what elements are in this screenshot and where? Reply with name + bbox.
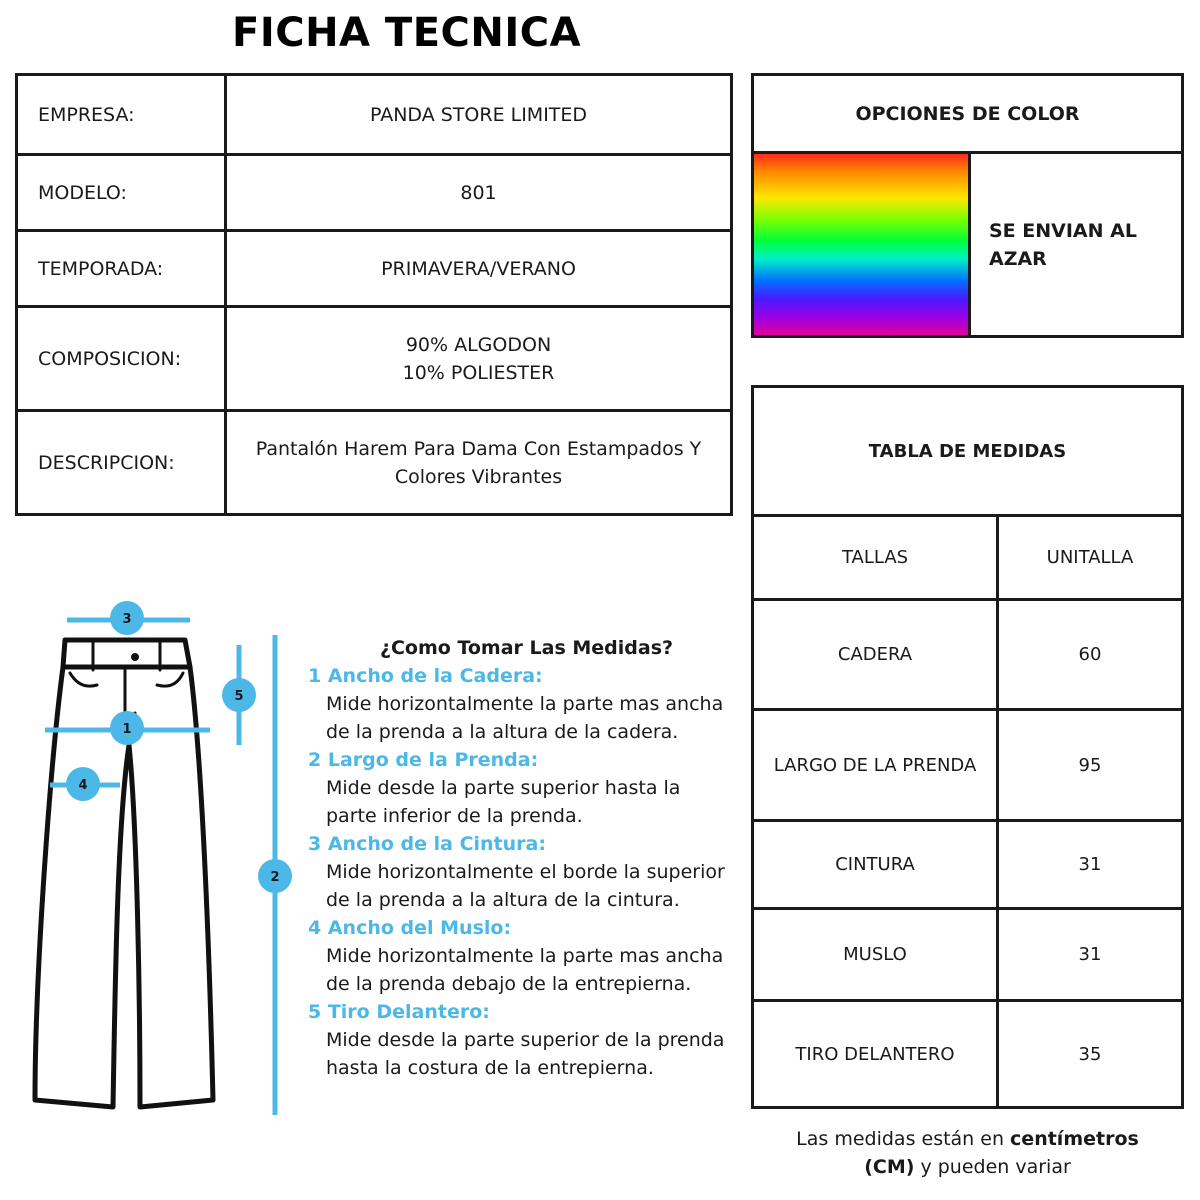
units-note-text: y pueden variar (914, 1156, 1071, 1178)
info-value-line: 90% ALGODON (405, 333, 552, 356)
marker-label: 2 (270, 870, 280, 885)
marker-label: 4 (78, 778, 88, 793)
measure-marker-1 (110, 711, 144, 745)
info-value-line: 10% POLIESTER (402, 361, 555, 384)
info-label: MODELO: (17, 155, 226, 231)
info-label: TEMPORADA: (17, 231, 226, 307)
measure-value: 31 (998, 821, 1183, 909)
measurements-title: TABLA DE MEDIDAS (753, 387, 1183, 516)
instructions (308, 634, 733, 1082)
measure-name: CADERA (753, 600, 998, 710)
measure-name: CINTURA (753, 821, 998, 909)
step-text: hasta la costura de la entrepierna. (326, 1057, 654, 1079)
info-value (226, 411, 732, 515)
pants-diagram (25, 595, 315, 1130)
info-value: PANDA STORE LIMITED (226, 75, 732, 155)
table-row (753, 821, 1183, 909)
info-row-composicion (17, 307, 732, 411)
units-note-bold: centímetros (1010, 1128, 1139, 1150)
step-title: 4 Ancho del Muslo: (308, 917, 512, 939)
units-note-text: Las medidas están en (796, 1128, 1011, 1150)
rainbow-swatch (754, 154, 971, 335)
info-label: DESCRIPCION: (17, 411, 226, 515)
measure-name: TIRO DELANTERO (753, 1001, 998, 1108)
info-row-descripcion (17, 411, 732, 515)
measure-value: 95 (998, 710, 1183, 821)
info-value (226, 307, 732, 411)
step-title: 5 Tiro Delantero: (308, 1001, 490, 1023)
table-row (753, 600, 1183, 710)
step-text: Mide horizontalmente la parte mas ancha (326, 693, 724, 715)
column-header-tallas: TALLAS (753, 516, 998, 600)
info-table (15, 73, 733, 516)
color-options-box (751, 73, 1184, 338)
measure-marker-5 (222, 678, 256, 712)
step-text: parte inferior de la prenda. (326, 805, 583, 827)
step-text: de la prenda a la altura de la cadera. (326, 721, 679, 743)
measure-marker-2 (258, 859, 292, 893)
step-text: de la prenda debajo de la entrepierna. (326, 973, 692, 995)
color-options-note: SE ENVIAN AL AZAR (989, 219, 1137, 270)
measure-value: 60 (998, 600, 1183, 710)
info-row-temporada (17, 231, 732, 307)
instructions-heading: ¿Como Tomar Las Medidas? (379, 637, 674, 659)
color-options-row (754, 154, 1181, 335)
step-title: 2 Largo de la Prenda: (308, 749, 539, 771)
measurements-title-row (753, 387, 1183, 516)
column-header-unitalla: UNITALLA (998, 516, 1183, 600)
marker-label: 5 (234, 689, 244, 704)
measurements-table (751, 385, 1184, 1109)
info-label: COMPOSICION: (17, 307, 226, 411)
step-text: Mide horizontalmente el borde la superior (326, 861, 725, 883)
measure-value: 31 (998, 909, 1183, 1001)
marker-label: 3 (122, 612, 132, 627)
table-row (753, 1001, 1183, 1108)
color-options-title: OPCIONES DE COLOR (754, 76, 1181, 154)
page-title: FICHA TECNICA (232, 10, 582, 56)
units-note-bold: (CM) (864, 1156, 915, 1178)
step-text: Mide horizontalmente la parte mas ancha (326, 945, 724, 967)
measure-name: LARGO DE LA PRENDA (753, 710, 998, 821)
marker-label: 1 (122, 722, 132, 737)
info-value-line: Colores Vibrantes (394, 465, 563, 488)
units-note (760, 1125, 1175, 1181)
measure-value: 35 (998, 1001, 1183, 1108)
step-text: de la prenda a la altura de la cintura. (326, 889, 680, 911)
info-label: EMPRESA: (17, 75, 226, 155)
info-value: PRIMAVERA/VERANO (226, 231, 732, 307)
step-text: Mide desde la parte superior hasta la (326, 777, 681, 799)
step-text: Mide desde la parte superior de la prenda (326, 1029, 725, 1051)
measurements-header-row (753, 516, 1183, 600)
table-row (753, 909, 1183, 1001)
info-row-empresa (17, 75, 732, 155)
measure-marker-3 (110, 601, 144, 635)
step-title: 1 Ancho de la Cadera: (308, 665, 543, 687)
measure-marker-4 (66, 767, 100, 801)
info-value-line: Pantalón Harem Para Dama Con Estampados Y (255, 437, 702, 460)
table-row (753, 710, 1183, 821)
measure-name: MUSLO (753, 909, 998, 1001)
info-value: 801 (226, 155, 732, 231)
info-row-modelo (17, 155, 732, 231)
pants-icon (35, 640, 213, 1107)
step-title: 3 Ancho de la Cintura: (308, 833, 546, 855)
